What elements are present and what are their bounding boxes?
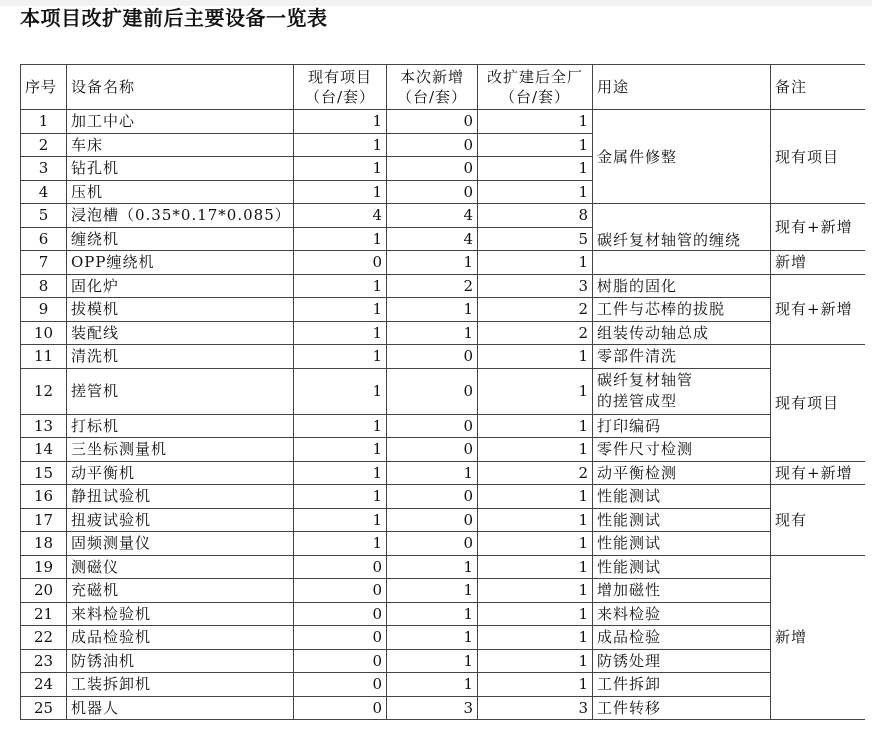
table-row xyxy=(21,626,866,650)
row-no: 11 xyxy=(21,345,67,369)
row-no: 10 xyxy=(21,321,67,345)
use-cell: 零部件清洗 xyxy=(593,345,771,369)
header-total-line1: 改扩建后全厂 xyxy=(486,68,583,86)
header-new xyxy=(387,65,478,110)
row-total: 2 xyxy=(478,321,593,345)
row-name: 清洗机 xyxy=(67,345,294,369)
row-existing: 0 xyxy=(294,673,387,697)
table-row xyxy=(21,414,866,438)
row-total: 1 xyxy=(478,368,593,414)
row-no: 5 xyxy=(21,204,67,228)
row-new: 1 xyxy=(387,626,478,650)
row-existing: 1 xyxy=(294,485,387,509)
row-existing: 0 xyxy=(294,555,387,579)
remark-cell: 现有项目 xyxy=(771,345,866,462)
row-total: 1 xyxy=(478,602,593,626)
table-row xyxy=(21,602,866,626)
header-new-line2: （台/套） xyxy=(396,88,468,106)
row-new: 0 xyxy=(387,438,478,462)
row-name: 充磁机 xyxy=(67,579,294,603)
remark-cell: 现有 xyxy=(771,485,866,556)
row-existing: 1 xyxy=(294,227,387,251)
row-total: 5 xyxy=(478,227,593,251)
table-row xyxy=(21,204,866,228)
use-cell: 性能测试 xyxy=(593,555,771,579)
use-cell xyxy=(593,368,771,414)
row-existing: 0 xyxy=(294,649,387,673)
row-existing: 1 xyxy=(294,461,387,485)
table-header-row xyxy=(21,65,866,110)
page-title: 本项目改扩建前后主要设备一览表 xyxy=(20,6,328,30)
header-existing xyxy=(294,65,387,110)
row-name: 车床 xyxy=(67,133,294,157)
use-line-1: 碳纤复材轴管 xyxy=(597,371,694,389)
table-row xyxy=(21,555,866,579)
header-total xyxy=(478,65,593,110)
row-total: 2 xyxy=(478,298,593,322)
row-existing: 1 xyxy=(294,414,387,438)
use-cell: 动平衡检测 xyxy=(593,461,771,485)
header-total-line2: （台/套） xyxy=(499,88,571,106)
row-no: 19 xyxy=(21,555,67,579)
row-new: 1 xyxy=(387,321,478,345)
row-new: 0 xyxy=(387,508,478,532)
use-cell: 碳纤复材轴管的缠绕 xyxy=(593,204,771,251)
row-new: 1 xyxy=(387,555,478,579)
row-no: 23 xyxy=(21,649,67,673)
use-cell: 性能测试 xyxy=(593,508,771,532)
row-total: 1 xyxy=(478,157,593,181)
row-new: 2 xyxy=(387,274,478,298)
row-no: 12 xyxy=(21,368,67,414)
table-row xyxy=(21,696,866,720)
use-cell: 性能测试 xyxy=(593,485,771,509)
row-existing: 1 xyxy=(294,298,387,322)
row-existing: 1 xyxy=(294,110,387,134)
header-no: 序号 xyxy=(21,65,67,110)
row-name: 扭疲试验机 xyxy=(67,508,294,532)
table-row xyxy=(21,532,866,556)
row-no: 15 xyxy=(21,461,67,485)
row-name: 钻孔机 xyxy=(67,157,294,181)
row-name: 浸泡槽（0.35*0.17*0.085） xyxy=(67,204,294,228)
row-new: 1 xyxy=(387,649,478,673)
row-no: 8 xyxy=(21,274,67,298)
header-name: 设备名称 xyxy=(67,65,294,110)
row-no: 24 xyxy=(21,673,67,697)
use-cell: 打印编码 xyxy=(593,414,771,438)
row-no: 16 xyxy=(21,485,67,509)
row-total: 1 xyxy=(478,251,593,275)
table-row xyxy=(21,508,866,532)
row-total: 1 xyxy=(478,673,593,697)
use-cell: 金属件修整 xyxy=(593,110,771,204)
equipment-table xyxy=(20,65,865,720)
row-name: OPP缠绕机 xyxy=(67,251,294,275)
row-total: 1 xyxy=(478,626,593,650)
row-new: 1 xyxy=(387,251,478,275)
row-existing: 0 xyxy=(294,696,387,720)
row-new: 1 xyxy=(387,673,478,697)
row-name: 拔模机 xyxy=(67,298,294,322)
row-new: 4 xyxy=(387,204,478,228)
remark-cell: 现有+新增 xyxy=(771,274,866,345)
equipment-table-container xyxy=(20,64,865,723)
row-existing: 1 xyxy=(294,345,387,369)
table-row xyxy=(21,485,866,509)
row-name: 缠绕机 xyxy=(67,227,294,251)
row-no: 6 xyxy=(21,227,67,251)
row-name: 固频测量仪 xyxy=(67,532,294,556)
remark-cell: 现有+新增 xyxy=(771,461,866,485)
row-name: 搓管机 xyxy=(67,368,294,414)
row-total: 1 xyxy=(478,555,593,579)
table-row xyxy=(21,110,866,134)
row-existing: 0 xyxy=(294,579,387,603)
remark-cell: 新增 xyxy=(771,251,866,275)
row-existing: 1 xyxy=(294,133,387,157)
use-cell: 防锈处理 xyxy=(593,649,771,673)
row-total: 1 xyxy=(478,508,593,532)
row-name: 压机 xyxy=(67,180,294,204)
row-name: 成品检验机 xyxy=(67,626,294,650)
use-cell: 增加磁性 xyxy=(593,579,771,603)
remark-cell: 新增 xyxy=(771,555,866,720)
row-no: 13 xyxy=(21,414,67,438)
row-no: 17 xyxy=(21,508,67,532)
use-cell: 工件转移 xyxy=(593,696,771,720)
row-total: 1 xyxy=(478,579,593,603)
row-new: 0 xyxy=(387,133,478,157)
row-no: 2 xyxy=(21,133,67,157)
row-name: 静扭试验机 xyxy=(67,485,294,509)
row-total: 1 xyxy=(478,345,593,369)
row-existing: 1 xyxy=(294,532,387,556)
table-row xyxy=(21,251,866,275)
row-name: 加工中心 xyxy=(67,110,294,134)
row-existing: 1 xyxy=(294,180,387,204)
row-new: 0 xyxy=(387,485,478,509)
header-use: 用途 xyxy=(593,65,771,110)
row-no: 1 xyxy=(21,110,67,134)
row-new: 1 xyxy=(387,298,478,322)
row-name: 来料检验机 xyxy=(67,602,294,626)
table-row xyxy=(21,579,866,603)
table-row xyxy=(21,461,866,485)
table-row xyxy=(21,673,866,697)
use-cell xyxy=(593,251,771,275)
use-line-2: 的搓管成型 xyxy=(597,392,678,410)
row-total: 1 xyxy=(478,110,593,134)
row-no: 14 xyxy=(21,438,67,462)
row-no: 9 xyxy=(21,298,67,322)
remark-cell: 现有项目 xyxy=(771,110,866,204)
row-new: 0 xyxy=(387,180,478,204)
row-no: 25 xyxy=(21,696,67,720)
row-existing: 1 xyxy=(294,368,387,414)
row-existing: 1 xyxy=(294,438,387,462)
header-existing-line2: （台/套） xyxy=(304,88,376,106)
row-new: 1 xyxy=(387,461,478,485)
row-name: 打标机 xyxy=(67,414,294,438)
row-no: 21 xyxy=(21,602,67,626)
row-no: 3 xyxy=(21,157,67,181)
table-row xyxy=(21,438,866,462)
row-existing: 1 xyxy=(294,157,387,181)
row-new: 0 xyxy=(387,157,478,181)
use-cell: 工件拆卸 xyxy=(593,673,771,697)
table-row xyxy=(21,321,866,345)
row-new: 0 xyxy=(387,414,478,438)
row-total: 3 xyxy=(478,274,593,298)
row-existing: 0 xyxy=(294,602,387,626)
row-total: 1 xyxy=(478,133,593,157)
use-cell: 组装传动轴总成 xyxy=(593,321,771,345)
row-total: 1 xyxy=(478,649,593,673)
row-no: 22 xyxy=(21,626,67,650)
table-row xyxy=(21,274,866,298)
row-total: 1 xyxy=(478,438,593,462)
row-name: 防锈油机 xyxy=(67,649,294,673)
row-total: 1 xyxy=(478,485,593,509)
table-row xyxy=(21,649,866,673)
table-row xyxy=(21,298,866,322)
use-cell: 工件与芯棒的拔脱 xyxy=(593,298,771,322)
row-existing: 1 xyxy=(294,274,387,298)
row-total: 8 xyxy=(478,204,593,228)
table-row xyxy=(21,345,866,369)
header-existing-line1: 现有项目 xyxy=(307,68,372,86)
row-name: 装配线 xyxy=(67,321,294,345)
row-new: 0 xyxy=(387,345,478,369)
row-new: 0 xyxy=(387,532,478,556)
row-no: 7 xyxy=(21,251,67,275)
row-new: 0 xyxy=(387,110,478,134)
row-no: 4 xyxy=(21,180,67,204)
row-existing: 4 xyxy=(294,204,387,228)
row-new: 0 xyxy=(387,368,478,414)
use-cell: 性能测试 xyxy=(593,532,771,556)
row-no: 18 xyxy=(21,532,67,556)
row-existing: 1 xyxy=(294,508,387,532)
row-no: 20 xyxy=(21,579,67,603)
header-new-line1: 本次新增 xyxy=(399,68,464,86)
row-name: 机器人 xyxy=(67,696,294,720)
row-name: 工装拆卸机 xyxy=(67,673,294,697)
header-remark: 备注 xyxy=(771,65,866,110)
use-cell: 零件尺寸检测 xyxy=(593,438,771,462)
use-cell: 来料检验 xyxy=(593,602,771,626)
row-new: 1 xyxy=(387,579,478,603)
table-row xyxy=(21,368,866,414)
row-new: 3 xyxy=(387,696,478,720)
row-total: 1 xyxy=(478,532,593,556)
use-cell: 树脂的固化 xyxy=(593,274,771,298)
row-name: 固化炉 xyxy=(67,274,294,298)
row-name: 动平衡机 xyxy=(67,461,294,485)
row-total: 3 xyxy=(478,696,593,720)
row-new: 4 xyxy=(387,227,478,251)
remark-cell: 现有+新增 xyxy=(771,204,866,251)
row-existing: 0 xyxy=(294,251,387,275)
row-existing: 0 xyxy=(294,626,387,650)
row-total: 1 xyxy=(478,180,593,204)
row-total: 1 xyxy=(478,414,593,438)
use-cell: 成品检验 xyxy=(593,626,771,650)
row-name: 测磁仪 xyxy=(67,555,294,579)
row-new: 1 xyxy=(387,602,478,626)
row-name: 三坐标测量机 xyxy=(67,438,294,462)
row-existing: 1 xyxy=(294,321,387,345)
row-total: 2 xyxy=(478,461,593,485)
